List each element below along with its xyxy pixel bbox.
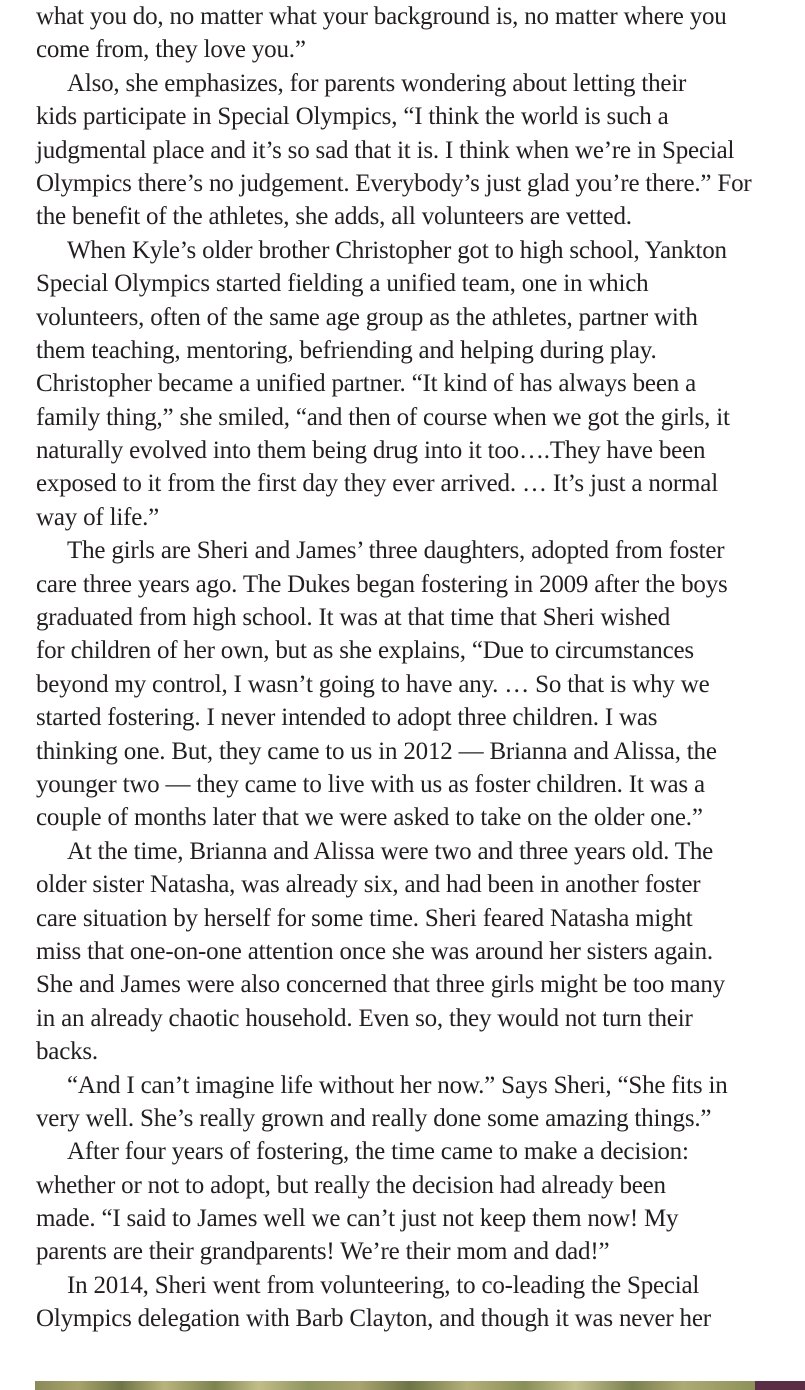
text-line: Also, she emphasizes, for parents wondering about letting their xyxy=(67,69,687,97)
text-line: in an already chaotic household. Even so, they would not turn their xyxy=(36,1004,693,1032)
text-line: After four years of fostering, the time came to make a decision: xyxy=(67,1138,689,1166)
text-line: beyond my control, I wasn’t going to have any. … So that is why we xyxy=(36,670,710,698)
text-line: naturally evolved into them being drug into it too….They have been xyxy=(36,437,706,465)
text-line: care situation by herself for some time. Sheri feared Natasha might xyxy=(36,904,693,932)
text-line: kids participate in Special Olympics, “I think the world is such a xyxy=(36,103,669,131)
text-line: miss that one-on-one attention once she was around her sisters again. xyxy=(36,937,713,965)
text-line: judgmental place and it’s so sad that it is. I think when we’re in Special xyxy=(36,136,735,164)
text-line: them teaching, mentoring, befriending and helping during play. xyxy=(36,336,657,364)
text-line: way of life.” xyxy=(36,503,160,531)
text-line: the benefit of the athletes, she adds, all volunteers are vetted. xyxy=(36,203,632,231)
text-line: thinking one. But, they came to us in 2012 — Brianna and Alissa, the xyxy=(36,737,717,765)
text-line: very well. She’s really grown and really done some amazing things.” xyxy=(36,1104,712,1132)
text-line: made. “I said to James well we can’t just not keep them now! My xyxy=(36,1205,679,1233)
text-line: exposed to it from the first day they ever arrived. … It’s just a normal xyxy=(36,470,718,498)
text-line: Special Olympics started fielding a unified team, one in which xyxy=(36,270,649,298)
text-line: younger two — they came to live with us as foster children. It was a xyxy=(36,770,705,798)
article-body xyxy=(36,0,796,1336)
text-line: “And I can’t imagine life without her now.” Says Sheri, “She fits in xyxy=(67,1071,728,1099)
text-line: In 2014, Sheri went from volunteering, to co-leading the Special xyxy=(67,1271,700,1299)
text-line: started fostering. I never intended to adopt three children. I was xyxy=(36,704,658,732)
photo-edge xyxy=(35,1381,755,1390)
text-line: volunteers, often of the same age group as the athletes, partner with xyxy=(36,303,698,331)
text-line: come from, they love you.” xyxy=(36,36,306,64)
text-line: care three years ago. The Dukes began fostering in 2009 after the boys xyxy=(36,570,728,598)
text-line: family thing,” she smiled, “and then of course when we got the girls, it xyxy=(36,403,730,431)
text-line: older sister Natasha, was already six, and had been in another foster xyxy=(36,871,701,899)
text-line: for children of her own, but as she explains, “Due to circumstances xyxy=(36,637,694,665)
text-line: couple of months later that we were asked to take on the older one.” xyxy=(36,804,703,832)
text-line: parents are their grandparents! We’re their mom and dad!” xyxy=(36,1238,610,1266)
text-line: what you do, no matter what your background is, no matter where you xyxy=(36,3,727,30)
text-line: whether or not to adopt, but really the decision had already been xyxy=(36,1171,666,1199)
text-line: Olympics delegation with Barb Clayton, and though it was never her xyxy=(36,1305,711,1333)
text-line: The girls are Sheri and James’ three daughters, adopted from foster xyxy=(67,537,725,565)
text-line: She and James were also concerned that three girls might be too many xyxy=(36,971,725,999)
text-line: When Kyle’s older brother Christopher got to high school, Yankton xyxy=(67,236,727,264)
text-line: backs. xyxy=(36,1038,98,1066)
text-line: Olympics there’s no judgement. Everybody’s just glad you’re there.” For xyxy=(36,169,752,197)
text-line: graduated from high school. It was at that time that Sheri wished xyxy=(36,604,671,632)
text-line: At the time, Brianna and Alissa were two and three years old. The xyxy=(67,837,714,865)
accent-bar xyxy=(755,1381,805,1390)
text-line: Christopher became a unified partner. “It kind of has always been a xyxy=(36,370,696,398)
